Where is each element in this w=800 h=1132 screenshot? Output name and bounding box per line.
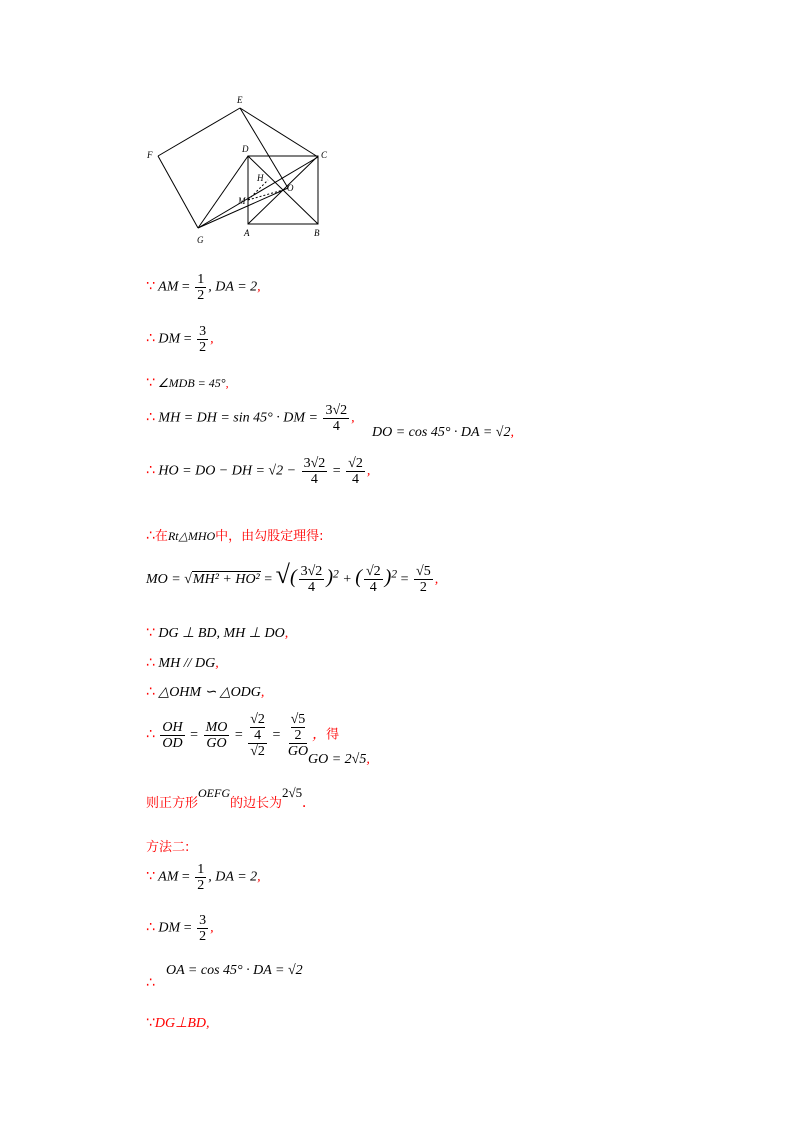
label-M: M bbox=[238, 196, 246, 206]
fraction: $\frac{3√2}{4}$ bbox=[300, 564, 323, 596]
m2-step-1: ∵ AM = $\frac{1}{2}$ , DA = 2, bbox=[146, 862, 261, 893]
step-11-go: GO = 2√5, bbox=[308, 752, 370, 767]
step-6: ∴在Rt△MHO中，由勾股定理得: bbox=[146, 528, 324, 544]
fraction: $\frac{1}{2}$ bbox=[197, 862, 205, 893]
step-2: ∴ DM = $\frac{3}{2}$ , bbox=[146, 324, 214, 355]
m2-step-3: OA = cos 45° · DA = √2 bbox=[166, 963, 303, 978]
label-F: F bbox=[147, 150, 153, 160]
method-2-heading: 方法二: bbox=[146, 840, 190, 855]
label-D: D bbox=[242, 144, 249, 154]
fraction: $\frac{3}{2}$ bbox=[199, 913, 207, 944]
m2-therefore: ∴ bbox=[146, 975, 155, 991]
label-O: O bbox=[287, 183, 294, 193]
step-12: $_{则正方形}OEFG_{的边长为}2√5$. bbox=[146, 785, 307, 811]
step-8: ∵ DG ⊥ BD, MH ⊥ DO, bbox=[146, 625, 289, 641]
fraction: $\frac{√2}{4}$ bbox=[348, 456, 363, 487]
geometry-figure bbox=[140, 90, 340, 250]
label-A: A bbox=[244, 228, 250, 238]
step-4-do: DO = cos 45° · DA = √2, bbox=[372, 425, 514, 440]
step-11: ∴ $\frac{OH}{OD}$ = $\frac{MO}{GO}$ = √2 4 √2 = √5 2 GO ，得 bbox=[146, 712, 340, 759]
label-G: G bbox=[197, 235, 204, 245]
step-3: ∵ ∠MDB = 45°, bbox=[146, 375, 229, 391]
compound-fraction: √5 2 GO bbox=[287, 712, 309, 759]
step-5: ∴ HO = DO − DH = √2 − $\frac{3√2}{4}$ = $\frac{√2}{4}$ , bbox=[146, 456, 371, 487]
m2-step-2: ∴ DM = $\frac{3}{2}$ , bbox=[146, 913, 214, 944]
sqrt-big: √ bbox=[275, 560, 290, 589]
fraction: $\frac{3√2}{4}$ bbox=[303, 456, 326, 487]
fraction: $\frac{√5}{2}$ bbox=[416, 564, 431, 596]
fraction: $\frac{MO}{GO}$ bbox=[205, 720, 228, 751]
fraction: $\frac{3}{2}$ bbox=[199, 324, 207, 355]
label-B: B bbox=[314, 228, 320, 238]
label-H: H bbox=[257, 173, 264, 183]
m2-step-4: ∵DG⊥BD, bbox=[146, 1015, 210, 1031]
label-C: C bbox=[321, 150, 328, 160]
step-4: ∴ MH = DH = sin 45° · DM = $\frac{3√2}{4}$ , bbox=[146, 403, 355, 434]
fraction: $\frac{√2}{4}$ bbox=[365, 564, 381, 596]
compound-fraction: √2 4 √2 bbox=[250, 712, 265, 759]
step-10: ∴ △OHM ∽ △ODG, bbox=[146, 684, 265, 700]
step-7: MO = √MH² + HO² = √( $\frac{3√2}{4}$ )$^2$ + ( $\frac{√2}{4}$ )$^2$ = $\frac{√5}{2}$ , bbox=[146, 560, 439, 596]
step-9: ∴ MH // DG, bbox=[146, 655, 219, 671]
fraction: $\frac{OH}{OD}$ bbox=[162, 720, 183, 751]
fraction: $\frac{3√2}{4}$ bbox=[325, 403, 348, 434]
step-1: ∵ AM = $\frac{1}{2}$ , DA = 2, bbox=[146, 272, 261, 303]
label-E: E bbox=[237, 95, 243, 105]
fraction: $\frac{1}{2}$ bbox=[197, 272, 205, 303]
sqrt: √MH² + HO² bbox=[184, 572, 260, 587]
